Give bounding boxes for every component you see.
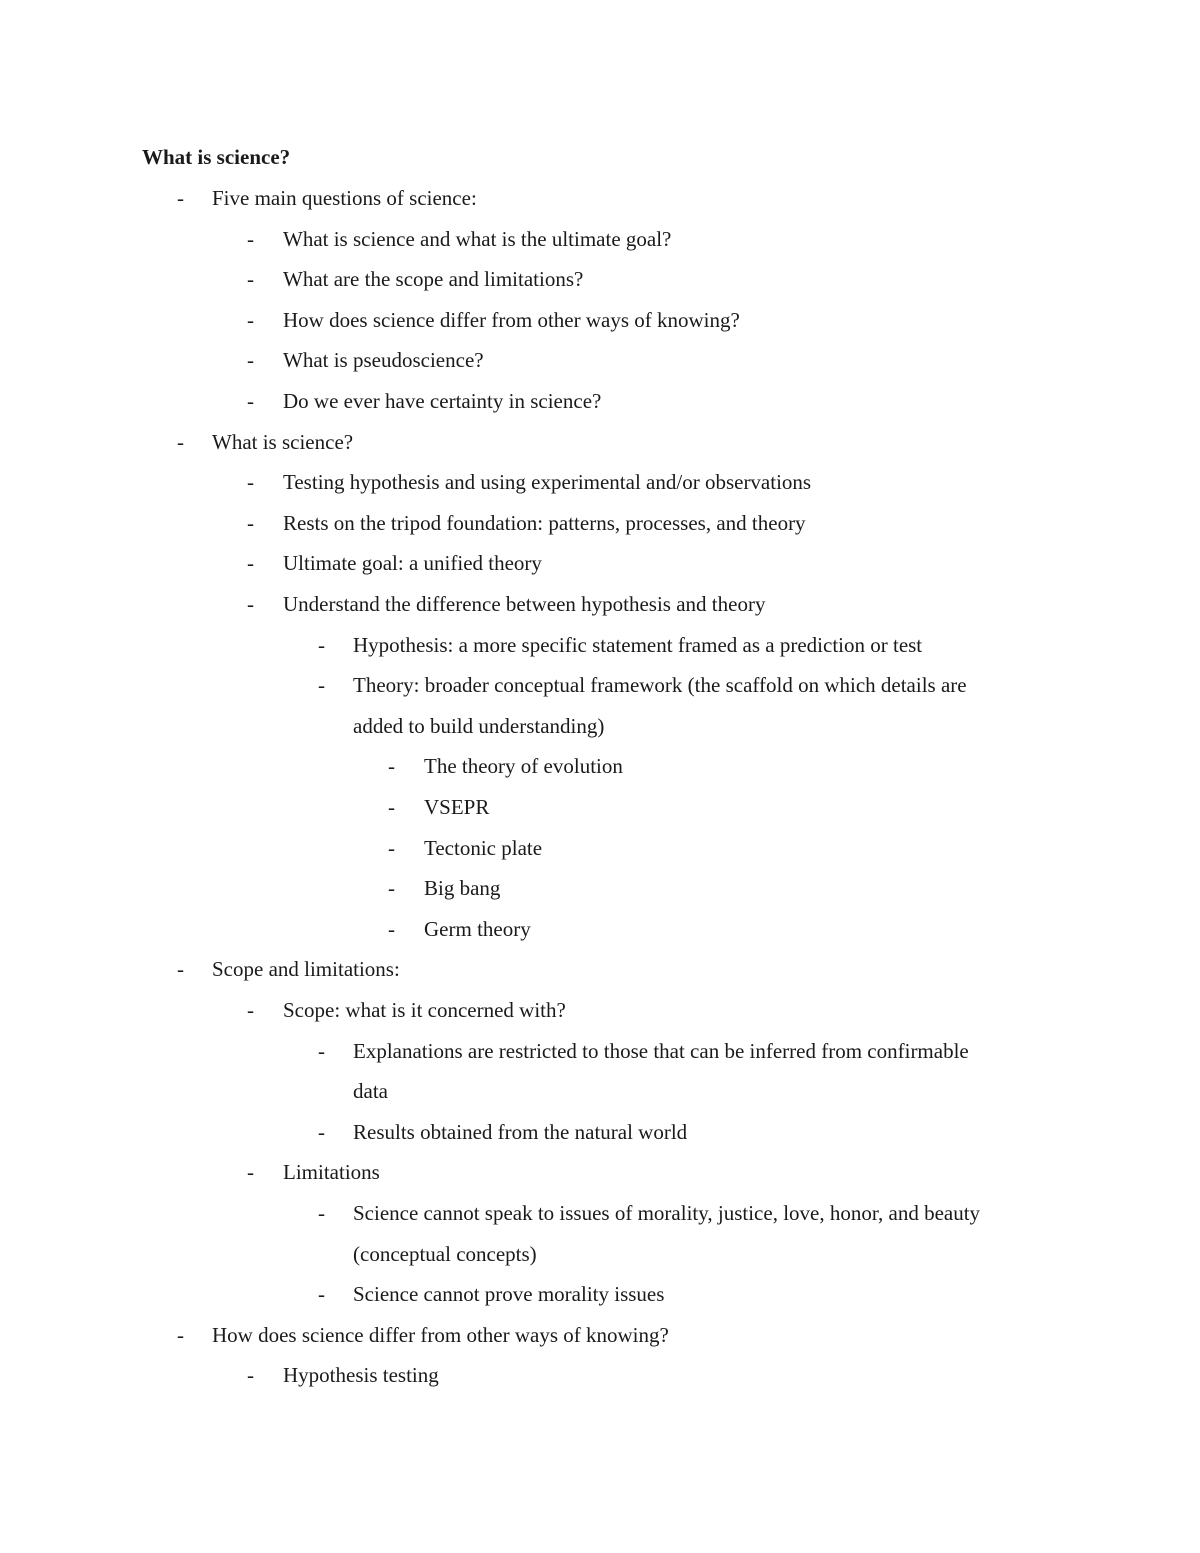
outline-item-text: Five main questions of science:: [212, 186, 477, 210]
outline-item-text: What is science and what is the ultimate goal?: [283, 226, 672, 251]
outline-item-text: Limitations: [283, 1160, 380, 1185]
outline-item-text: Understand the difference between hypothesis and theory: [283, 592, 766, 616]
bullet-dash: -: [177, 186, 184, 210]
bullet-dash: -: [247, 389, 254, 413]
bullet-dash: -: [318, 1282, 325, 1307]
outline-item-text: Do we ever have certainty in science?: [283, 389, 602, 413]
outline-item-text: Big bang: [424, 876, 501, 901]
outline-item-text: Germ theory: [424, 916, 531, 941]
outline-item-text: Ultimate goal: a unified theory: [283, 551, 542, 576]
bullet-dash: -: [388, 795, 395, 819]
outline-item-text: Rests on the tripod foundation: patterns, processes, and theory: [283, 510, 806, 535]
bullet-dash: -: [318, 632, 325, 657]
bullet-dash: -: [247, 267, 254, 292]
bullet-dash: -: [318, 673, 325, 698]
bullet-dash: -: [247, 510, 254, 535]
outline-item-text: Scope: what is it concerned with?: [283, 998, 566, 1022]
bullet-dash: -: [318, 1201, 325, 1225]
bullet-dash: -: [247, 551, 254, 576]
outline-item-text: What is pseudoscience?: [283, 348, 484, 373]
bullet-dash: -: [177, 429, 184, 454]
bullet-dash: -: [388, 876, 395, 901]
outline-item-text: Results obtained from the natural world: [353, 1119, 688, 1144]
outline-item-text: added to build understanding): [353, 713, 605, 738]
outline-item-text: (conceptual concepts): [353, 1241, 537, 1266]
bullet-dash: -: [247, 1160, 254, 1185]
outline-item-text: Hypothesis testing: [283, 1363, 439, 1388]
outline-item-text: Scope and limitations:: [212, 957, 400, 982]
bullet-dash: -: [177, 1322, 184, 1347]
outline-item-text: Hypothesis: a more specific statement framed as a prediction or test: [353, 632, 923, 657]
outline-item-text: What are the scope and limitations?: [283, 267, 584, 292]
outline-item-text: Science cannot speak to issues of morality, justice, love, honor, and beauty: [353, 1201, 981, 1225]
outline-item-text: VSEPR: [424, 795, 490, 819]
outline-item-text: What is science?: [212, 429, 354, 454]
bullet-dash: -: [318, 1038, 325, 1063]
bullet-dash: -: [247, 592, 254, 616]
outline-item-text: How does science differ from other ways of knowing?: [212, 1322, 669, 1347]
bullet-dash: -: [247, 1363, 254, 1388]
outline-item-text: Tectonic plate: [424, 835, 543, 860]
outline-item-text: data: [353, 1079, 388, 1104]
outline-item-text: Testing hypothesis and using experimental and/or observations: [283, 470, 812, 495]
bullet-dash: -: [177, 957, 184, 982]
bullet-dash: -: [247, 348, 254, 373]
bullet-dash: -: [247, 307, 254, 332]
bullet-dash: -: [247, 470, 254, 495]
outline-item-text: How does science differ from other ways of knowing?: [283, 307, 740, 332]
bullet-dash: -: [388, 754, 395, 779]
outline-item-text: Science cannot prove morality issues: [353, 1282, 665, 1307]
bullet-dash: -: [318, 1119, 325, 1144]
bullet-dash: -: [388, 835, 395, 860]
bullet-dash: -: [247, 226, 254, 251]
bullet-dash: -: [388, 916, 395, 941]
outline-item-text: Theory: broader conceptual framework (the scaffold on which details are: [353, 673, 967, 698]
page-title: What is science?: [142, 145, 291, 169]
bullet-dash: -: [247, 998, 254, 1022]
outline-item-text: Explanations are restricted to those that can be inferred from confirmable: [353, 1038, 969, 1063]
outline-item-text: The theory of evolution: [424, 754, 623, 779]
